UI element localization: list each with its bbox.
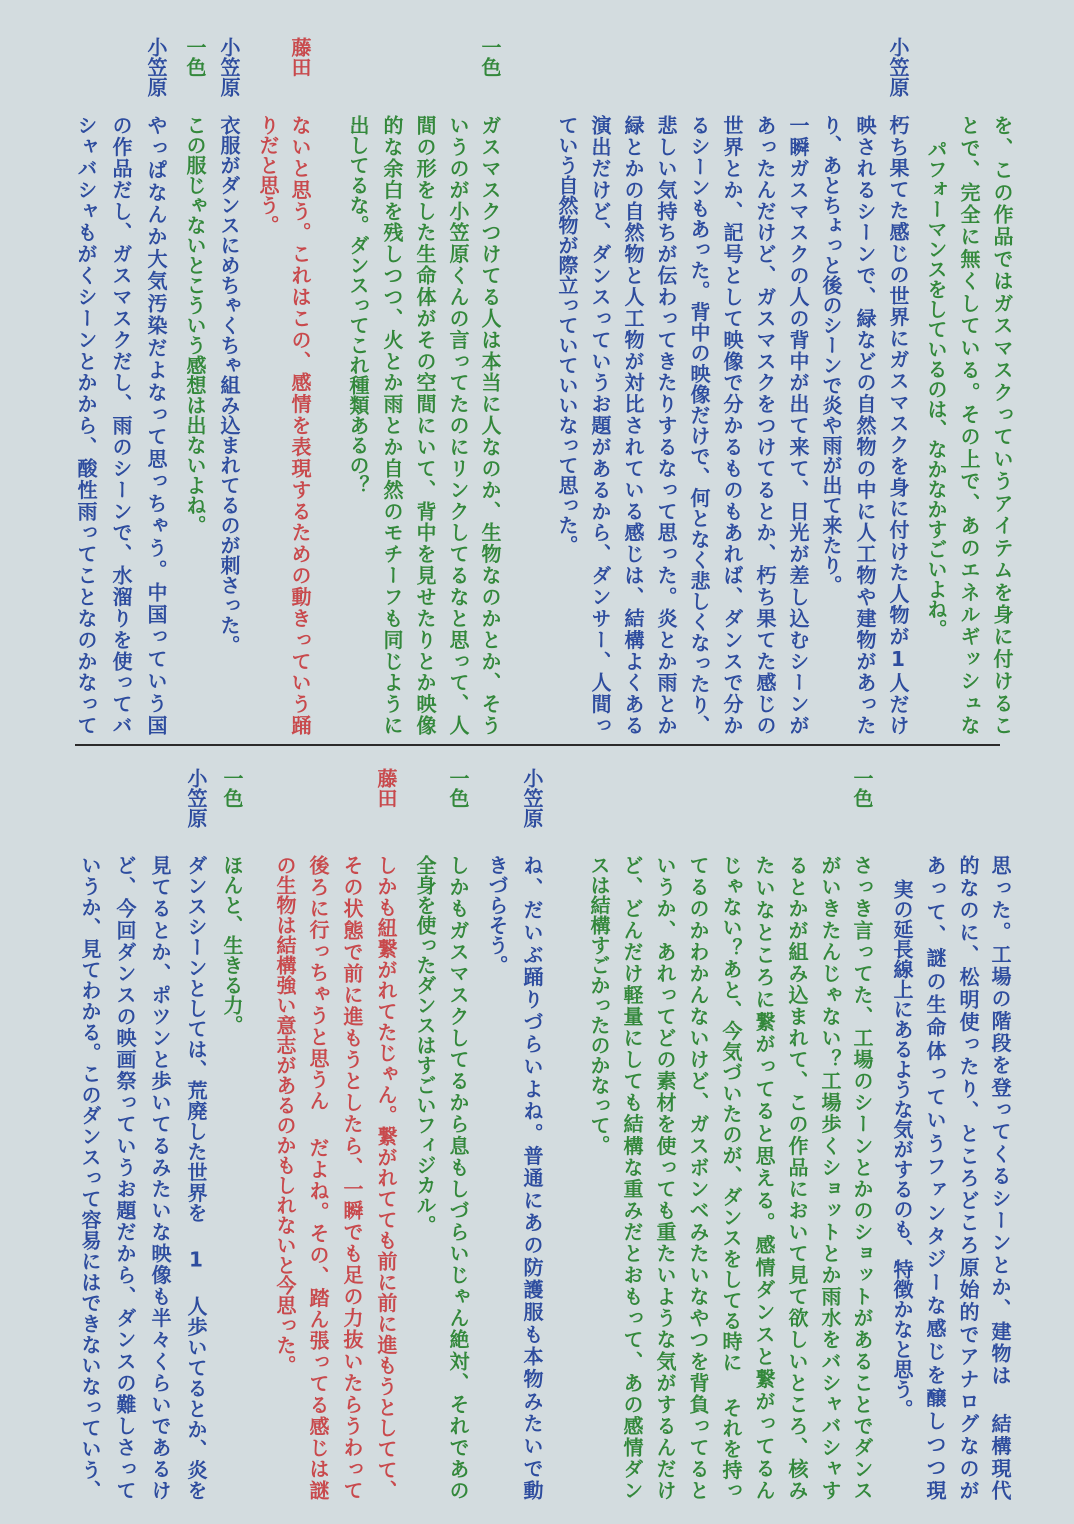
section-divider xyxy=(75,744,1000,746)
text-column: ほんと、生きる力。 xyxy=(220,855,244,1035)
text-column: しかも紐繋がれてたじゃん。繋がれてても前に前に進もうとしてて、 xyxy=(374,855,398,1500)
text-column: 演出だけど、ダンスっていうお題があるから、ダンサー、人間っ xyxy=(588,115,612,735)
dialogue-section-top xyxy=(0,0,1074,745)
text-column: 実の延長線上にあるような気がするのも、特徴かなと思う。 xyxy=(890,879,914,1419)
speaker-label: 小笠原 xyxy=(217,37,241,97)
speaker-label: 一色 xyxy=(220,768,244,808)
speaker-label: 小笠原 xyxy=(184,768,208,828)
text-column: の生物は結構強い意志があるのかもしれないと今思った。 xyxy=(273,855,297,1375)
speaker-label: 小笠原 xyxy=(520,768,544,828)
dialogue-section-bottom xyxy=(0,747,1074,1524)
text-column: 的な余白を残しつつ、火とか雨とか自然のモチーフも同じように xyxy=(380,115,404,735)
text-column: ね、だいぶ踊りづらいよね。普通にあの防護服も本物みたいで動 xyxy=(520,855,544,1500)
text-column: を、この作品ではガスマスクっていうアイテムを身に付けるこ xyxy=(990,115,1014,735)
text-column: たいなところに繋がってると思える。感情ダンスと繋がってるん xyxy=(752,855,776,1500)
text-column: りだと思う。 xyxy=(256,115,280,235)
speaker-label: 小笠原 xyxy=(144,37,168,97)
text-column: 間の形をした生命体がその空間にいて、背中を見せたりとか映像 xyxy=(413,115,437,735)
text-column: 悲しい気持ちが伝わってきたりするなって思った。炎とか雨とか xyxy=(654,115,678,735)
text-column: ど、今回ダンスの映画祭っていうお題だから、ダンスの難しさって xyxy=(113,855,137,1500)
speaker-label: 一色 xyxy=(183,37,207,77)
text-column: の作品だし、ガスマスクだし、雨のシーンで、水溜りを使ってバ xyxy=(109,115,133,736)
text-column: 見てるとか、ポツンと歩いてるみたいな映像も半々くらいであるけ xyxy=(148,855,172,1500)
text-column: あったんだけど、ガスマスクをつけてるとか、朽ち果てた感じの xyxy=(753,115,777,735)
text-column: いうか、見てわかる。このダンスって容易にはできないなっていう、 xyxy=(78,855,102,1500)
text-column: り、あとちょっと後のシーンで炎や雨が出て来たり。 xyxy=(819,115,843,595)
text-column: スは結構すごかったのかなって。 xyxy=(587,855,611,1155)
speaker-label: 藤田 xyxy=(374,768,398,808)
text-column: 緑とかの自然物と人工物が対比されている感じは、結構よくある xyxy=(621,115,645,735)
text-column: 思った。工場の階段を登ってくるシーンとか、建物は 結構現代 xyxy=(988,855,1012,1500)
text-column: パフォーマンスをしているのは、なかなかすごいよね。 xyxy=(924,139,948,639)
text-column: あって、謎の生命体っていうファンタジーな感じを醸しつつ現 xyxy=(923,855,947,1500)
text-column: るシーンもあった。背中の映像だけで、何となく悲しくなったり、 xyxy=(687,115,711,735)
text-column: 世界とか、記号として映像で分かるものもあれば、ダンスで分か xyxy=(720,115,744,735)
text-column: とで、完全に無くしている。その上で、あのエネルギッシュな xyxy=(957,115,981,735)
text-column: シャバシャもがくシーンとかから、酸性雨ってことなのかなって xyxy=(74,115,98,735)
text-column: しかもガスマスクしてるから息もしづらいじゃん絶対、それであの xyxy=(446,855,470,1500)
text-column: ガスマスクつけてる人は本当に人なのか、生物なのかとか、そう xyxy=(478,115,502,735)
text-column: この服じゃないとこういう感想は出ないよね。 xyxy=(183,115,207,535)
text-column: ていう自然物が際立っていていいなって思った。 xyxy=(555,115,579,555)
text-column: がいきたんじゃない？工場歩くショットとか雨水をバシャバシャす xyxy=(818,855,842,1500)
text-column: てるのかわかんないけど、ガスボンベみたいなやつを背負ってると xyxy=(686,855,710,1500)
text-column: ダンスシーンとしては、荒廃した世界を 1 人歩いてるとか、炎を xyxy=(184,855,208,1500)
speaker-label: 小笠原 xyxy=(886,37,910,97)
text-column: 映されるシーンで、緑などの自然物の中に人工物や建物があった xyxy=(853,115,877,735)
text-column: るとかが組み込まれて、この作品において見て欲しいところ、核み xyxy=(785,855,809,1500)
text-column: 全身を使ったダンスはすごいフィジカル。 xyxy=(413,855,437,1235)
speaker-label: 一色 xyxy=(850,768,874,808)
text-column: 出してるな。ダンスってこれ種類あるの？ xyxy=(346,115,370,495)
text-column: ど、どんだけ軽量にしても結構な重みだとおもって、あの感情ダン xyxy=(620,855,644,1500)
text-column: じゃない？あと、今気づいたのが、ダンスをしてる時に それを持っ xyxy=(719,855,743,1500)
text-column: やっぱなんか大気汚染だよなって思っちゃう。中国っていう国 xyxy=(144,115,168,735)
text-column: さっき言ってた、工場のシーンとかのショットがあることでダンス xyxy=(850,855,874,1500)
text-column: ないと思う。これはこの、感情を表現するための動きっていう踊 xyxy=(288,115,312,735)
text-column: 朽ち果てた感じの世界にガスマスクを身に付けた人物が1人だけ xyxy=(886,115,910,735)
text-column: 衣服がダンスにめちゃくちゃ組み込まれてるのが刺さった。 xyxy=(217,115,241,655)
speaker-label: 一色 xyxy=(478,37,502,77)
speaker-label: 藤田 xyxy=(288,37,312,77)
text-column: いうのが小笠原くんの言ってたのにリンクしてるなと思って、人 xyxy=(446,115,470,735)
text-column: きづらそう。 xyxy=(485,855,509,975)
text-column: その状態で前に進もうとしたら、一瞬でも足の力抜いたらうわって xyxy=(340,855,364,1500)
text-column: 一瞬ガスマスクの人の背中が出て来て、日光が差し込むシーンが xyxy=(786,115,810,735)
speaker-label: 一色 xyxy=(446,768,470,808)
text-column: 的なのに、松明使ったり、ところどころ原始的でアナログなのが xyxy=(956,855,980,1500)
text-column: いうか、あれってどの素材を使っても重たいような気がするんだけ xyxy=(653,855,677,1500)
text-column: 後ろに行っちゃうと思うん だよね。その、踏ん張ってる感じは謎 xyxy=(306,855,330,1500)
